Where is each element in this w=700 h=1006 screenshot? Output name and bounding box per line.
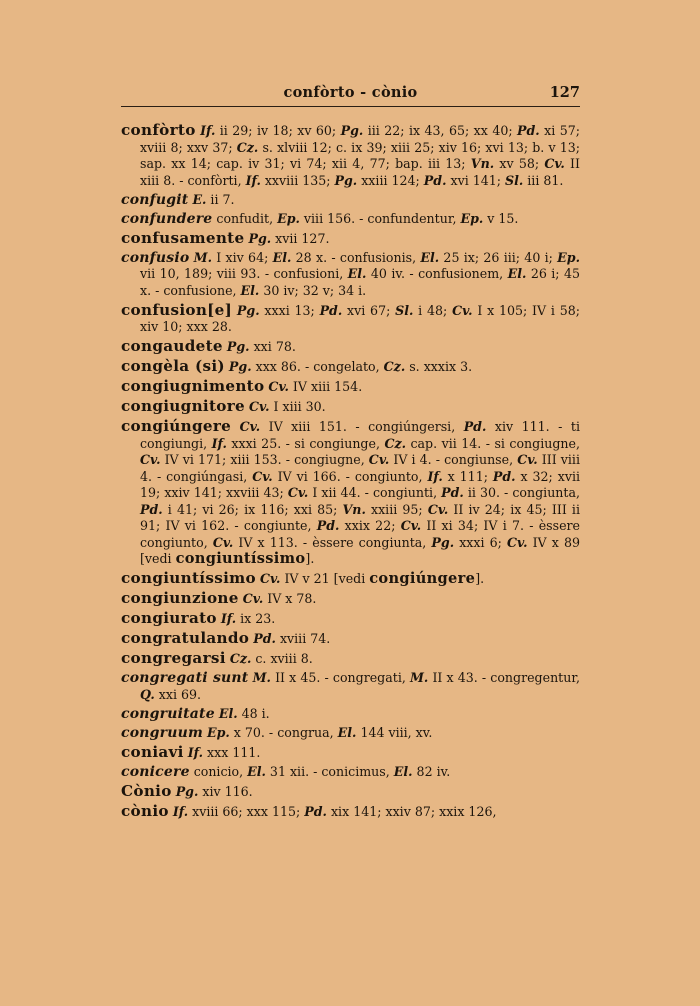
entry-headword: congregarsi (121, 649, 226, 667)
entry-text: xiv 116. (198, 783, 253, 799)
entry (121, 783, 580, 801)
entry-text: IV xiii 154. (288, 379, 363, 394)
entry-text: xxxi 13; (259, 302, 320, 318)
source-abbreviation: Cv. (368, 452, 390, 467)
entry (121, 122, 580, 189)
entry-text: IV v 21 [vedi (280, 571, 370, 586)
entry-headword: congaudete (121, 337, 223, 355)
source-abbreviation: M. (252, 670, 271, 685)
cross-reference: congiuntíssimo (175, 550, 306, 567)
source-abbreviation: M. (193, 249, 212, 265)
entry-text: 31 xii. - conicimus, (265, 763, 394, 779)
entry (121, 250, 580, 300)
entry (121, 211, 580, 228)
entry-text: ix 23. (236, 611, 276, 626)
source-abbreviation: Pg. (175, 783, 199, 799)
source-abbreviation: Cv. (268, 379, 289, 394)
entry-text: s. xlviii 12; c. ix 39; xiii 25; xiv 16; xvi 13; b. v 13; sap. xx 14; cap. iv 31; vi 74; xii 4, 77; bap. iii 13; (140, 139, 580, 171)
source-abbreviation: Pg. (431, 534, 455, 550)
entry-text: iii 81. (523, 172, 564, 188)
source-abbreviation: El. (247, 763, 266, 779)
entry-text: 40 iv. - confusionem, (366, 266, 508, 281)
source-abbreviation: Pd. (492, 468, 516, 484)
entry-headword: congiuntíssimo (121, 569, 256, 587)
source-abbreviation: Pg. (228, 359, 252, 374)
entry (121, 725, 580, 742)
source-abbreviation: Ep. (557, 249, 580, 265)
entry-text: ]. (305, 551, 315, 566)
entry (121, 570, 580, 588)
source-abbreviation: Cv. (427, 501, 449, 517)
source-abbreviation: Cv. (544, 156, 565, 171)
entry-text: x 111; (442, 468, 493, 484)
entry (121, 744, 580, 762)
entry (121, 670, 580, 703)
source-abbreviation: Pd. (304, 803, 327, 819)
entry-text: IV x 89 [vedi (140, 534, 580, 566)
entry (121, 398, 580, 416)
source-abbreviation: Pg. (248, 230, 272, 246)
source-abbreviation: If. (220, 611, 237, 626)
entry-text: confudit, (212, 210, 278, 226)
entry (121, 764, 580, 781)
entry-text: ii 30. - congiunta, (463, 485, 580, 500)
entry (121, 590, 580, 608)
entry-text: ii 7. (206, 191, 235, 207)
source-abbreviation: Pg. (340, 123, 364, 138)
entry-headword: congiugnimento (121, 377, 265, 395)
entry-text: 144 viii, xv. (356, 724, 433, 740)
source-abbreviation: If. (187, 744, 203, 760)
entry-text: v 15. (483, 210, 519, 226)
entry-headword: confusion[e] (121, 300, 233, 319)
entry-text: xxix 22; (339, 518, 401, 533)
entry-text: xv 58; (494, 156, 545, 171)
entry-text: IV x 78. (263, 591, 317, 606)
entry-headword: confòrto (121, 121, 196, 139)
source-abbreviation: Cv. (212, 534, 234, 550)
source-abbreviation: Ep. (460, 210, 484, 226)
entry-text: xiv 111. - ti congiungi, (140, 419, 580, 451)
entry-text: II x 43. - congregentur, (428, 670, 580, 685)
page-number: 127 (549, 84, 580, 101)
entry-text: I xii 44. - congiunti, (308, 485, 442, 500)
entry-text: xix 141; xxiv 87; xxix 126, (326, 803, 497, 819)
entry-headword: confugit (121, 191, 189, 208)
source-abbreviation: Cv. (249, 399, 270, 414)
concordance-entries (121, 122, 580, 823)
entry-text: viii 156. - confundentur, (299, 210, 461, 226)
entry-text: i 48; (413, 302, 453, 318)
entry-text: I x 105; IV i 58; xiv 10; xxx 28. (140, 302, 580, 334)
entry (121, 358, 580, 376)
entry-headword: cònio (121, 801, 169, 820)
source-abbreviation: Ep. (277, 210, 300, 226)
source-abbreviation: Vn. (342, 501, 366, 517)
source-abbreviation: Pd. (319, 302, 343, 318)
source-abbreviation: Pd. (517, 123, 540, 138)
entry-headword: coniavi (121, 742, 184, 761)
source-abbreviation: Cv. (239, 419, 261, 434)
source-abbreviation: Sl. (505, 172, 524, 188)
entry-text: II x 45. - congregati, (270, 670, 410, 685)
entry-headword: congruitate (121, 705, 215, 722)
entry-headword: congèla (si) (121, 357, 225, 375)
source-abbreviation: Ep. (207, 724, 230, 740)
source-abbreviation: Cv. (287, 485, 309, 500)
entry (121, 706, 580, 723)
source-abbreviation: Cv. (507, 534, 528, 550)
entry-text (231, 419, 240, 434)
entry (121, 418, 580, 568)
entry-text: xviii 74. (275, 631, 331, 646)
source-abbreviation: Pd. (253, 631, 276, 646)
source-abbreviation: El. (240, 282, 260, 298)
source-abbreviation: If. (427, 468, 443, 484)
entry-text: vii 10, 189; viii 93. - confusioni, (140, 266, 348, 281)
source-abbreviation: Cz. (384, 435, 406, 451)
source-abbreviation: If. (172, 803, 189, 819)
source-abbreviation: Pd. (140, 501, 163, 517)
entry-text: xxx 86. - congelato, (251, 359, 384, 374)
source-abbreviation: Sl. (395, 302, 414, 318)
source-abbreviation: Cz. (383, 359, 406, 374)
entry (121, 630, 580, 648)
source-abbreviation: M. (409, 670, 429, 685)
entry-text: IV vi 171; xiii 153. - congiugne, (160, 452, 369, 467)
source-abbreviation: E. (192, 191, 207, 207)
entry-text: 48 i. (237, 705, 270, 721)
entry (121, 650, 580, 668)
entry-text: 82 iv. (412, 763, 451, 779)
entry-text: II xi 34; IV i 7. - èssere congiunto, (140, 518, 580, 550)
entry-text: iii 22; ix 43, 65; xx 40; (363, 123, 518, 138)
entry-headword: conicere (121, 763, 190, 780)
source-abbreviation: El. (507, 266, 527, 281)
entry-text: 28 x. - confusionis, (291, 249, 421, 265)
entry-text: xxxi 6; (454, 534, 507, 550)
entry-text: IV x 113. - èssere congiunta, (233, 534, 432, 550)
source-abbreviation: Cv. (140, 452, 161, 467)
entry-text: xvi 141; (446, 172, 506, 188)
source-abbreviation: Cv. (400, 518, 422, 533)
source-abbreviation: Vn. (470, 156, 495, 171)
source-abbreviation: Pd. (316, 518, 340, 533)
entry-text: xxxi 25. - si congiunge, (226, 435, 385, 451)
entry (121, 338, 580, 356)
entry-text: i 41; vi 26; ix 116; xxi 85; (162, 501, 343, 517)
source-abbreviation: Cv. (452, 302, 473, 318)
source-abbreviation: El. (420, 249, 440, 265)
running-header (121, 84, 580, 104)
source-abbreviation: Cz. (229, 651, 252, 666)
entry-text: conicio, (189, 763, 248, 779)
entry-text: 30 iv; 32 v; 34 i. (259, 282, 367, 298)
entry-text: x 70. - congrua, (229, 724, 338, 740)
entry-text: xxi 78. (249, 339, 296, 354)
source-abbreviation: Q. (140, 686, 155, 702)
entry-text: c. xviii 8. (251, 651, 313, 666)
entry-text: IV xiii 151. - congiúngersi, (260, 419, 464, 434)
entry-text: II xiii 8. - confòrti, (140, 156, 580, 188)
source-abbreviation: Pg. (334, 172, 358, 188)
entry-headword: congiunzione (121, 589, 239, 607)
source-abbreviation: Pd. (463, 419, 487, 434)
entry (121, 378, 580, 396)
entry-text: xxiii 95; (365, 501, 428, 517)
entry-headword: congregati sunt (121, 670, 249, 686)
source-abbreviation: El. (347, 266, 367, 281)
source-abbreviation: If. (211, 435, 227, 451)
entry-headword: congratulando (121, 629, 250, 647)
entry-headword: confundere (121, 210, 213, 227)
entry-text: xi 57; xviii 8; xxv 37; (140, 123, 580, 155)
source-abbreviation: Cv. (242, 591, 264, 606)
entry-headword: confusamente (121, 228, 245, 247)
source-abbreviation: Pd. (423, 172, 447, 188)
entry-text: xvii 127. (271, 230, 330, 246)
entry (121, 610, 580, 628)
entry-headword: congiúngere (121, 417, 232, 435)
entry-text: x 32; xvii 19; xxiv 141; xxviii 43; (140, 468, 580, 500)
entry-text: xxi 69. (154, 686, 202, 702)
source-abbreviation: Pg. (236, 302, 260, 318)
entry (121, 192, 580, 209)
entry-text: 26 i; 45 x. - confusione, (140, 266, 580, 298)
entry-text: xviii 66; xxx 115; (188, 803, 305, 819)
running-title: confòrto - cònio (283, 84, 418, 101)
source-abbreviation: Cv. (259, 571, 281, 586)
entry-text: s. xxxix 3. (405, 359, 473, 374)
entry-text: I xiii 30. (269, 399, 326, 414)
entry-text: IV vi 166. - congiunto, (272, 468, 428, 484)
entry-headword: congiurato (121, 609, 217, 627)
entry-text: ]. (475, 571, 485, 586)
entry-headword: confusio (121, 249, 190, 266)
source-abbreviation: If. (245, 172, 261, 188)
header-rule (121, 106, 580, 107)
entry-text: cap. vii 14. - si congiugne, (406, 435, 580, 451)
entry-text: xvi 67; (342, 302, 396, 318)
source-abbreviation: El. (218, 705, 238, 721)
entry-text: 25 ix; 26 iii; 40 i; (439, 249, 558, 265)
entry-text: ii 29; iv 18; xv 60; (215, 123, 341, 138)
source-abbreviation: Pd. (441, 485, 464, 500)
entry-text: xxiii 124; (357, 172, 424, 188)
source-abbreviation: Cv. (252, 468, 273, 484)
entry-text: xxviii 135; (260, 172, 335, 188)
entry-headword: congiugnitore (121, 397, 245, 415)
source-abbreviation: Pg. (226, 339, 250, 354)
source-abbreviation: El. (272, 249, 292, 265)
entry (121, 230, 580, 248)
entry-text: II iv 24; ix 45; III ii 91; IV vi 162. - congiunte, (140, 501, 580, 533)
entry-text: xxx 111. (203, 744, 261, 760)
entry-text: III viii 4. - congiúngasi, (140, 452, 580, 484)
cross-reference: congiúngere (369, 570, 476, 587)
entry-text: I xiv 64; (212, 249, 273, 265)
entry-headword: congruum (121, 724, 203, 741)
source-abbreviation: If. (200, 123, 216, 138)
source-abbreviation: El. (393, 763, 413, 779)
source-abbreviation: Cz. (236, 139, 259, 155)
source-abbreviation: El. (337, 724, 357, 740)
entry (121, 803, 580, 821)
entry-headword: Cònio (121, 781, 172, 800)
entry (121, 302, 580, 336)
source-abbreviation: Cv. (517, 452, 538, 467)
entry-text: IV i 4. - congiunse, (389, 452, 518, 467)
